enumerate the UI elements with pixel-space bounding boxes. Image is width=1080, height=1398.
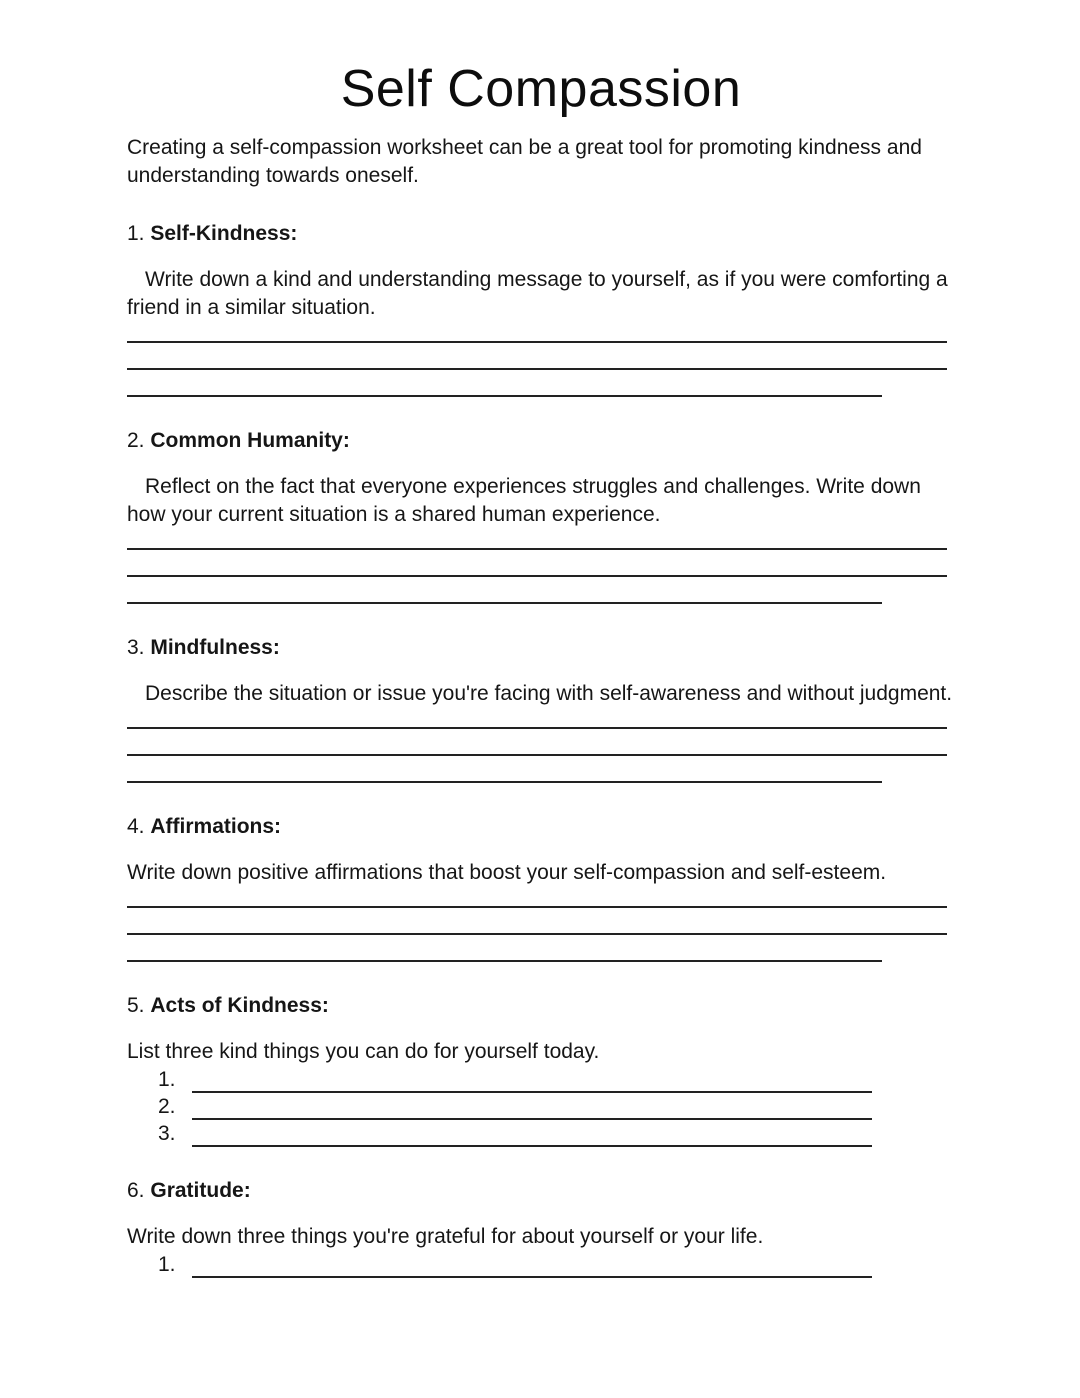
answer-line [127,550,947,577]
list-item [158,1066,955,1093]
section-label: Gratitude: [150,1179,251,1202]
section-number: 1. [127,222,145,245]
answer-line [127,370,882,397]
list-item-number: 3. [158,1122,176,1145]
section-acts-of-kindness [127,992,955,1147]
answer-line [192,1252,872,1278]
answer-line [127,729,947,756]
section-affirmations [127,813,955,962]
answer-lines [127,881,955,962]
list-item [158,1120,955,1147]
section-number: 6. [127,1179,145,1202]
list-item [158,1251,955,1278]
section-heading [127,220,955,248]
section-common-humanity [127,427,955,604]
section-label: Affirmations: [150,815,282,838]
answer-line [127,756,882,783]
numbered-answer-list [127,1066,955,1147]
answer-lines [127,523,955,604]
section-heading [127,813,955,841]
section-self-kindness [127,220,955,397]
section-heading [127,427,955,455]
section-label: Acts of Kindness: [150,994,329,1017]
answer-line [127,935,882,962]
answer-line [127,343,947,370]
numbered-answer-list [127,1251,955,1278]
answer-line [127,577,882,604]
section-body: Write down three things you're grateful for about yourself or your life. [127,1225,764,1248]
section-body: Write down positive affirmations that boost your self-compassion and self-esteem. [127,861,887,884]
section-number: 3. [127,636,145,659]
section-gratitude [127,1177,955,1278]
section-mindfulness [127,634,955,783]
answer-line [127,908,947,935]
section-body: Describe the situation or issue you're facing with self-awareness and without judgment. [145,682,953,705]
answer-line [192,1121,872,1147]
section-label: Common Humanity: [150,429,350,452]
section-body: Write down a kind and understanding message to yourself, as if you were comforting a friend in a similar situation. [127,268,948,319]
answer-line [192,1094,872,1120]
section-label: Self-Kindness: [150,222,298,245]
list-item [158,1093,955,1120]
list-item-number: 2. [158,1095,176,1118]
section-heading [127,992,955,1020]
section-heading [127,634,955,662]
answer-line [192,1067,872,1093]
section-heading [127,1177,955,1205]
answer-lines [127,316,955,397]
section-number: 5. [127,994,145,1017]
page-title: Self Compassion [340,60,742,118]
section-body: List three kind things you can do for yourself today. [127,1040,600,1063]
section-body: Reflect on the fact that everyone experiences struggles and challenges. Write down how your current situation is a shared human experience. [127,475,921,526]
answer-lines [127,702,955,783]
list-item-number: 1. [158,1253,176,1276]
list-item-number: 1. [158,1068,176,1091]
section-number: 4. [127,815,145,838]
intro-paragraph: Creating a self-compassion worksheet can be a great tool for promoting kindness and understanding towards oneself. [127,136,922,187]
section-number: 2. [127,429,145,452]
section-label: Mindfulness: [150,636,280,659]
